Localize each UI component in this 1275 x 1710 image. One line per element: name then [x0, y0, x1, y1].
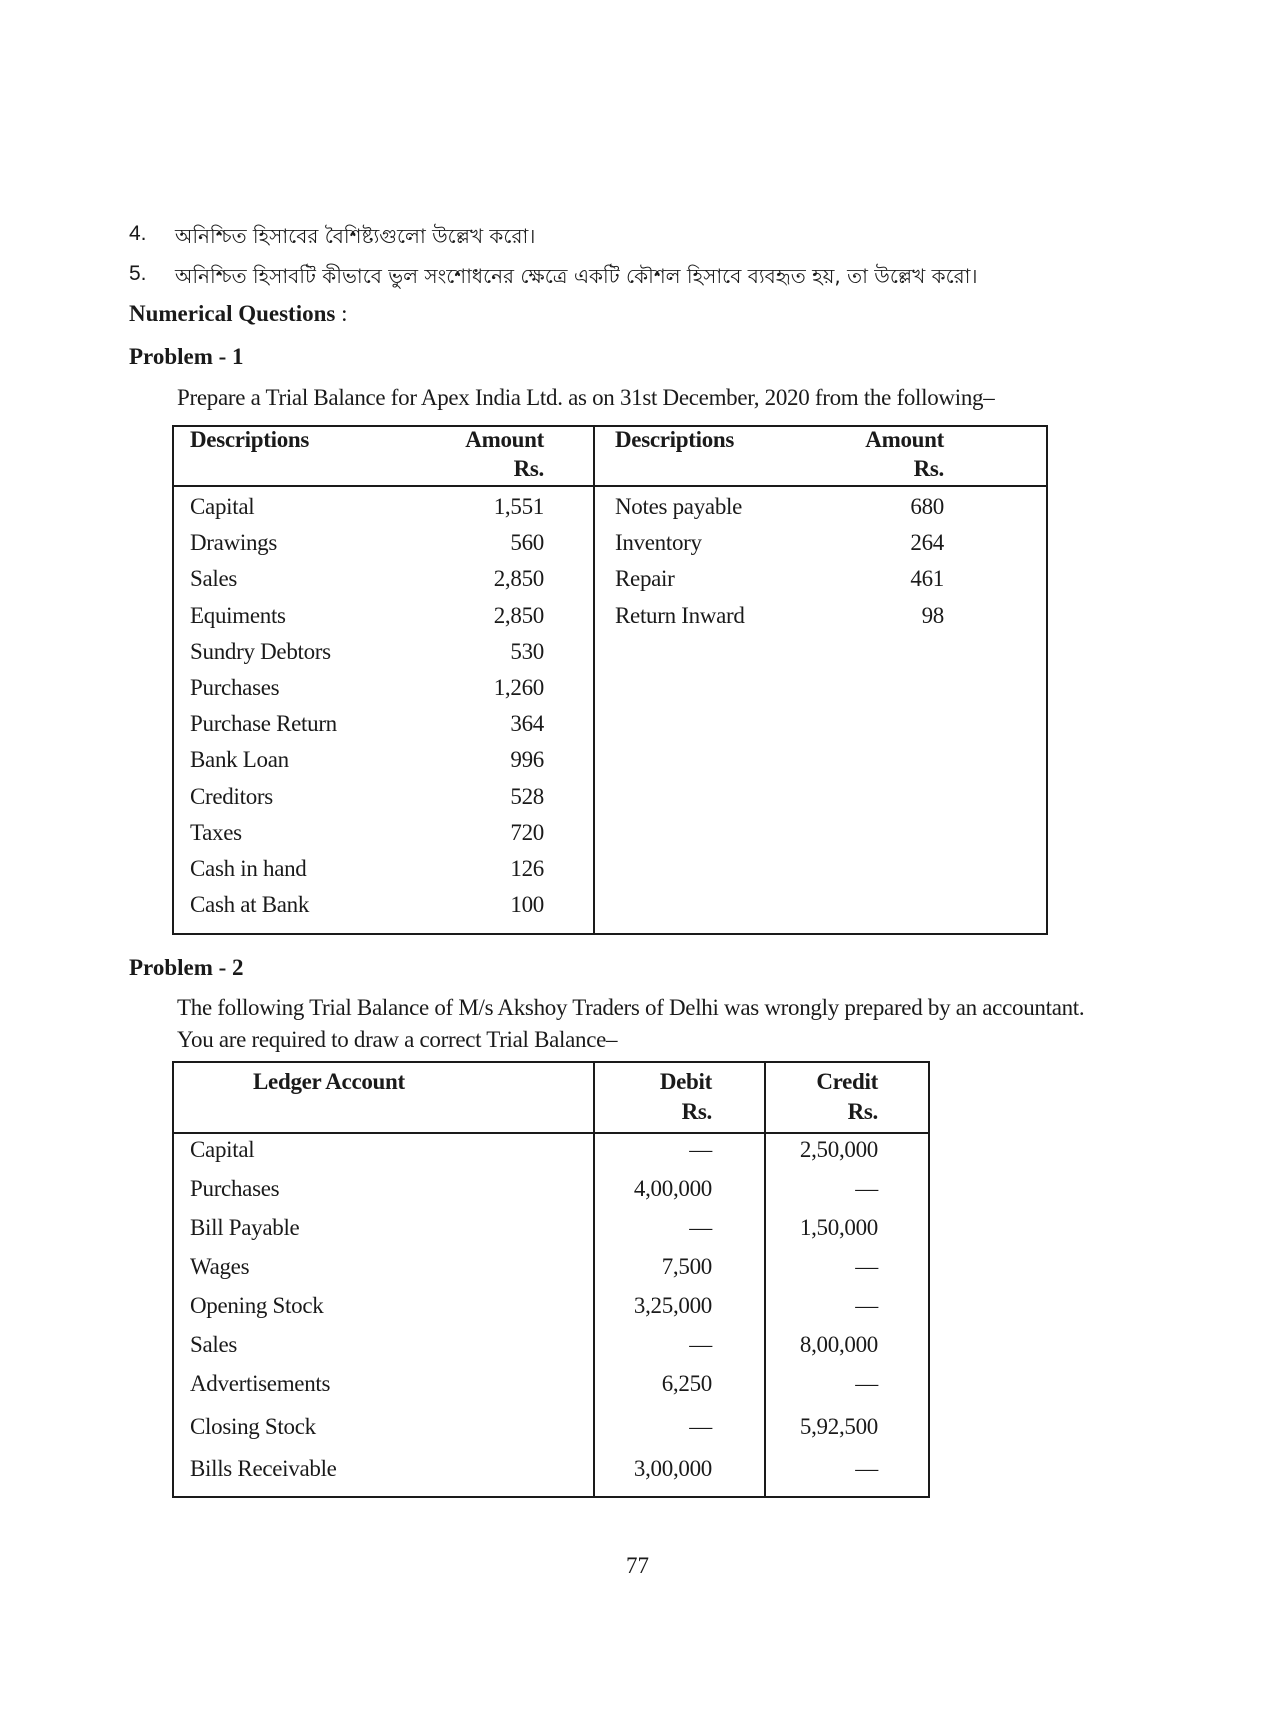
col-header-descriptions-right: Descriptions — [615, 427, 735, 452]
col-header-unit-right: Rs. — [913, 456, 944, 481]
row-amount: 2,850 — [493, 602, 544, 628]
column-divider — [593, 425, 595, 935]
row-amount: 1,260 — [493, 675, 544, 700]
row-debit: — — [689, 1215, 712, 1240]
row-account: Advertisements — [190, 1371, 331, 1396]
row-debit: — — [689, 1414, 712, 1439]
row-amount: 126 — [510, 856, 544, 881]
row-amount: 1,551 — [493, 494, 544, 519]
row-amount: 720 — [510, 819, 544, 845]
row-credit: 8,00,000 — [799, 1332, 878, 1357]
row-account: Bills Receivable — [190, 1456, 337, 1481]
row-amount: 996 — [510, 747, 544, 773]
problem-2-statement-line-1: The following Trial Balance of M/s Akshoy Traders of Delhi was wrongly prepared by an accountant. — [177, 995, 1085, 1020]
col-header-descriptions-left: Descriptions — [190, 427, 310, 452]
row-description: Notes payable — [615, 494, 743, 519]
row-credit: — — [855, 1371, 878, 1396]
page-number: 77 — [626, 1553, 649, 1578]
col-header-credit: Credit — [816, 1069, 878, 1094]
heading-colon: : — [341, 301, 348, 326]
row-credit: 2,50,000 — [799, 1137, 878, 1162]
row-debit: 7,500 — [661, 1254, 712, 1279]
row-account: Purchases — [190, 1176, 280, 1201]
col-header-unit-left: Rs. — [513, 456, 544, 481]
row-description: Sundry Debtors — [190, 638, 331, 664]
row-amount: 264 — [910, 530, 944, 556]
problem-1-title: Problem - 1 — [129, 344, 244, 369]
question-number: 5. — [129, 262, 147, 285]
row-account: Sales — [190, 1332, 238, 1357]
row-description: Drawings — [190, 530, 278, 556]
row-description: Cash at Bank — [190, 892, 310, 918]
row-credit: — — [855, 1254, 878, 1279]
row-description: Equiments — [190, 602, 286, 628]
row-credit: — — [855, 1176, 878, 1201]
row-amount: 98 — [921, 602, 944, 628]
row-amount: 560 — [510, 530, 544, 556]
row-description: Bank Loan — [190, 747, 289, 773]
col-header-credit-unit: Rs. — [847, 1099, 878, 1124]
row-description: Creditors — [190, 783, 273, 809]
question-text: অনিশ্চিত হিসাবটি কীভাবে ভুল সংশোধনের ক্ষেত্রে একটি কৌশল হিসাবে ব্যবহৃত হয়, তা উল্লেখ করো। — [175, 264, 978, 288]
row-credit: — — [855, 1293, 878, 1318]
row-description: Inventory — [615, 530, 702, 556]
row-debit: 4,00,000 — [633, 1176, 712, 1201]
col-header-amount-right: Amount — [865, 427, 944, 452]
question-number: 4. — [129, 222, 147, 245]
numerical-questions-title: Numerical Questions — [129, 301, 336, 326]
row-amount: 2,850 — [493, 566, 544, 592]
row-amount: 461 — [910, 566, 944, 592]
row-debit: — — [689, 1332, 712, 1357]
row-amount: 530 — [510, 638, 544, 664]
row-account: Bill Payable — [190, 1215, 300, 1240]
question-text: অনিশ্চিত হিসাবের বৈশিষ্ট্যগুলো উল্লেখ করো। — [175, 224, 536, 248]
row-amount: 364 — [510, 711, 544, 737]
row-description: Return Inward — [615, 602, 745, 628]
row-amount: 528 — [510, 783, 544, 809]
row-amount: 680 — [910, 494, 944, 519]
row-account: Capital — [190, 1137, 255, 1162]
row-debit: — — [689, 1137, 712, 1162]
row-description: Cash in hand — [190, 856, 307, 881]
col-header-amount-left: Amount — [465, 427, 544, 452]
row-credit: — — [855, 1456, 878, 1481]
problem-1-statement: Prepare a Trial Balance for Apex India Ltd. as on 31st December, 2020 from the following– — [177, 385, 995, 410]
header-divider — [172, 485, 1048, 487]
problem-2-statement-line-2: You are required to draw a correct Trial Balance– — [177, 1027, 618, 1052]
row-debit: 3,25,000 — [633, 1293, 712, 1318]
col-header-debit-unit: Rs. — [681, 1099, 712, 1124]
row-description: Sales — [190, 566, 238, 592]
row-description: Purchases — [190, 675, 280, 700]
row-account: Opening Stock — [190, 1293, 324, 1318]
header-divider — [172, 1132, 930, 1134]
row-account: Closing Stock — [190, 1414, 316, 1439]
row-debit: 6,250 — [661, 1371, 712, 1396]
row-description: Purchase Return — [190, 711, 337, 737]
row-amount: 100 — [510, 892, 544, 918]
col-header-debit: Debit — [659, 1069, 712, 1094]
row-credit: 5,92,500 — [799, 1414, 878, 1439]
row-credit: 1,50,000 — [799, 1215, 878, 1240]
row-description: Capital — [190, 494, 255, 519]
numerical-questions-heading — [129, 301, 348, 327]
problem-2-title: Problem - 2 — [129, 955, 244, 980]
row-description: Taxes — [190, 819, 242, 845]
col-header-ledger-account: Ledger Account — [253, 1069, 405, 1094]
row-account: Wages — [190, 1254, 250, 1279]
row-description: Repair — [615, 566, 675, 592]
row-debit: 3,00,000 — [633, 1456, 712, 1481]
